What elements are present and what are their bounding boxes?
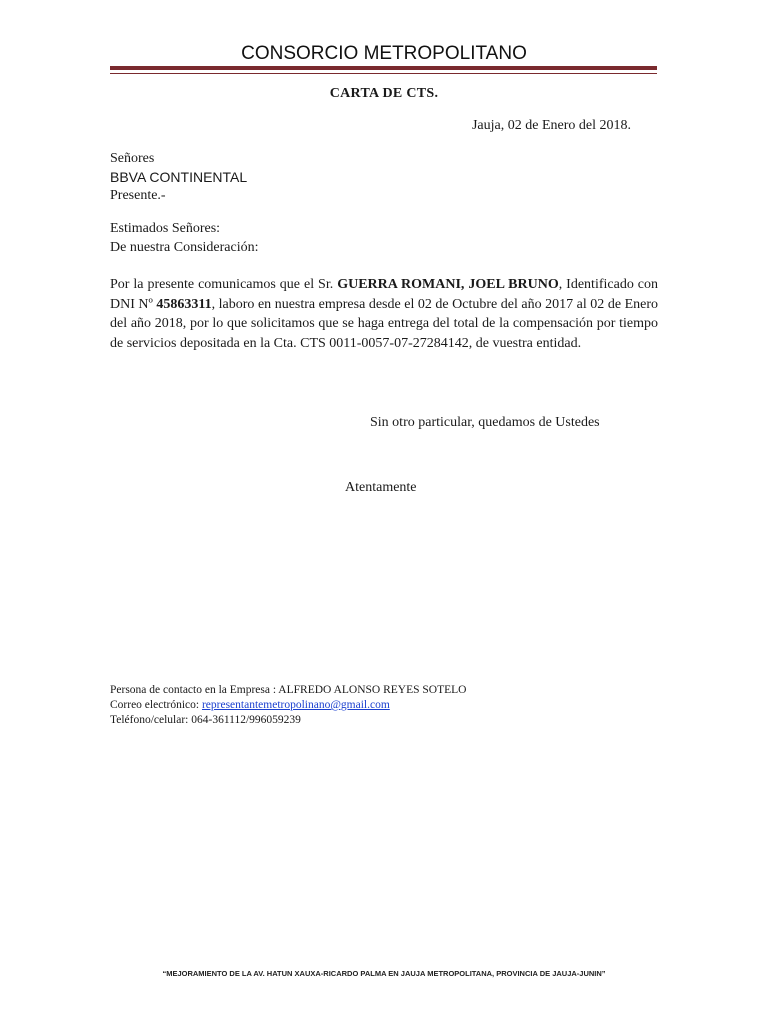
employee-dni: 45863311 xyxy=(156,296,212,312)
recipient-present: Presente.- xyxy=(110,188,166,203)
body-text-part-1: Por la presente comunicamos que el Sr. xyxy=(110,277,338,292)
greeting-line-2: De nuestra Consideración: xyxy=(110,240,259,255)
header-rule-thick xyxy=(110,66,657,70)
contact-email-label: Correo electrónico: xyxy=(110,699,202,711)
recipient-salutation: Señores xyxy=(110,151,155,166)
recipient-bank: BBVA CONTINENTAL xyxy=(110,169,248,185)
closing-line: Sin otro particular, quedamos de Ustedes xyxy=(370,415,600,430)
header-rule-thin xyxy=(110,73,657,74)
footer-project-title: “MEJORAMIENTO DE LA AV. HATUN XAUXA-RICARDO PALMA EN JAUJA METROPOLITANA, PROVINCIA DE JAUJA-JUNIN” xyxy=(162,969,606,978)
contact-phone-value: 064-361112/996059239 xyxy=(191,714,301,726)
body-text-part-3: , laboro en nuestra empresa desde el 02 de Octubre del año 2017 al 02 de Enero del año 2018, por lo que solicitamos que se haga entrega del total de la compensación por tiempo de servicios depositada en la Cta. CTS 0011-0057-07-27284142, de vuestra entidad. xyxy=(110,296,658,351)
contact-block xyxy=(110,683,466,728)
contact-person-name: ALFREDO ALONSO REYES SOTELO xyxy=(278,684,467,696)
contact-phone-label: Teléfono/celular: xyxy=(110,714,192,726)
greeting-line-1: Estimados Señores: xyxy=(110,221,221,236)
contact-person xyxy=(110,683,466,698)
company-title: CONSORCIO METROPOLITANO xyxy=(241,43,527,64)
date-line: Jauja, 02 de Enero del 2018. xyxy=(471,118,631,133)
employee-name: GUERRA ROMANI, JOEL BRUNO xyxy=(337,277,559,292)
regards-line: Atentamente xyxy=(345,480,417,495)
contact-email xyxy=(110,698,466,713)
contact-person-label: Persona de contacto en la Empresa : xyxy=(110,684,279,696)
contact-email-link[interactable]: representantemetropolinano@gmail.com xyxy=(201,699,390,711)
letter-title: CARTA DE CTS. xyxy=(329,86,439,101)
body-text-part-2: , Identificado con DNI Nº xyxy=(110,277,658,312)
contact-phone xyxy=(110,713,466,728)
letter-body xyxy=(110,275,658,353)
